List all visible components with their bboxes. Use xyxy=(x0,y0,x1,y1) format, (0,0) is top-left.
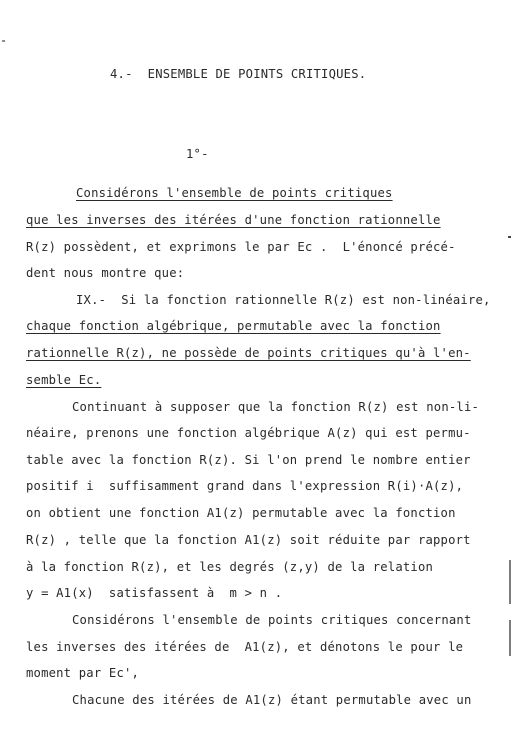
paragraph-1-line-1: Considérons l'ensemble de points critiques xyxy=(76,186,393,200)
paragraph-2-line-5: on obtient une fonction A1(z) permutable avec la fonction xyxy=(26,506,456,520)
paragraph-2-line-4: positif i suffisamment grand dans l'expression R(i)·A(z), xyxy=(26,479,464,493)
theorem-line-3: rationnelle R(z), ne possède de points critiques qu'à l'en- xyxy=(26,346,471,360)
paragraph-4-line-1: Chacune des itérées de A1(z) étant permutable avec un xyxy=(72,693,472,707)
paragraph-2-line-2: néaire, prenons une fonction algébrique A(z) qui est permu- xyxy=(26,426,471,440)
margin-mark xyxy=(509,560,511,604)
paragraph-2-line-1: Continuant à supposer que la fonction R(z) est non-li- xyxy=(72,400,480,414)
margin-mark xyxy=(508,236,511,238)
margin-mark xyxy=(509,620,511,656)
paragraph-3-line-2: les inverses des itérées de A1(z), et dénotons le pour le xyxy=(26,640,464,654)
paragraph-1-line-2: que les inverses des itérées d'une fonction rationnelle xyxy=(26,213,441,227)
paragraph-2-line-6: R(z) , telle que la fonction A1(z) soit réduite par rapport xyxy=(26,533,471,547)
paragraph-3-line-1: Considérons l'ensemble de points critiques concernant xyxy=(72,613,472,627)
paragraph-3-line-3: moment par Ec', xyxy=(26,666,140,680)
section-title: 4.- ENSEMBLE DE POINTS CRITIQUES. xyxy=(110,67,367,81)
paragraph-1-line-4: dent nous montre que: xyxy=(26,266,185,280)
theorem-line-2: chaque fonction algébrique, permutable avec la fonction xyxy=(26,319,441,333)
theorem-line-4: semble Ec. xyxy=(26,373,102,387)
paragraph-2-line-8: y = A1(x) satisfassent à m > n . xyxy=(26,586,283,600)
paragraph-2-line-3: table avec la fonction R(z). Si l'on prend le nombre entier xyxy=(26,453,471,467)
paragraph-1-line-3: R(z) possèdent, et exprimons le par Ec . L'énoncé précé- xyxy=(26,240,456,254)
subsection-number: 1°- xyxy=(186,147,209,161)
margin-mark xyxy=(2,40,5,42)
paragraph-2-line-7: à la fonction R(z), et les degrés (z,y) de la relation xyxy=(26,560,434,574)
theorem-line-1: IX.- Si la fonction rationnelle R(z) est non-linéaire, xyxy=(76,293,491,307)
